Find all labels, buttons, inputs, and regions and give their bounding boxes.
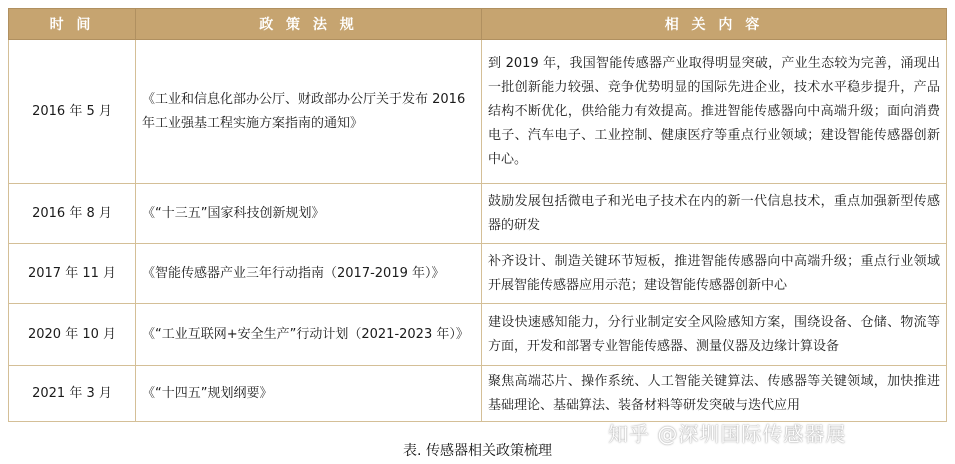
- policy-table: [8, 8, 947, 422]
- row-policy: 《智能传感器产业三年行动指南（2017-2019 年）》: [136, 244, 482, 304]
- row-content: 补齐设计、制造关键环节短板，推进智能传感器向中高端升级；重点行业领域开展智能传感器应用示范；建设智能传感器创新中心: [482, 244, 947, 304]
- row-time: 2017 年 11 月: [9, 244, 136, 304]
- header-content: 相 关 内 容: [482, 9, 947, 40]
- row-policy: 《“十四五”规划纲要》: [136, 366, 482, 422]
- row-time: 2016 年 8 月: [9, 184, 136, 244]
- table-row: [9, 40, 947, 184]
- row-time: 2020 年 10 月: [9, 304, 136, 366]
- row-policy: 《工业和信息化部办公厅、财政部办公厅关于发布 2016 年工业强基工程实施方案指南的通知》: [136, 40, 482, 184]
- row-time: 2016 年 5 月: [9, 40, 136, 184]
- row-content: 鼓励发展包括微电子和光电子技术在内的新一代信息技术，重点加强新型传感器的研发: [482, 184, 947, 244]
- table-row: [9, 184, 947, 244]
- row-content: 聚焦高端芯片、操作系统、人工智能关键算法、传感器等关键领域，加快推进基础理论、基础算法、装备材料等研发突破与迭代应用: [482, 366, 947, 422]
- row-time: 2021 年 3 月: [9, 366, 136, 422]
- header-policy: 政 策 法 规: [136, 9, 482, 40]
- row-content: 建设快速感知能力，分行业制定安全风险感知方案，围绕设备、仓储、物流等方面，开发和部署专业智能传感器、测量仪器及边缘计算设备: [482, 304, 947, 366]
- header-time: 时 间: [9, 9, 136, 40]
- row-policy: 《“十三五”国家科技创新规划》: [136, 184, 482, 244]
- table-row: [9, 304, 947, 366]
- row-content: 到 2019 年，我国智能传感器产业取得明显突破，产业生态较为完善，涌现出一批创新能力较强、竞争优势明显的国际先进企业，技术水平稳步提升，产品结构不断优化，供给能力有效提高。推进智能传感器向中高端升级；面向消费电子、汽车电子、工业控制、健康医疗等重点行业领域；建设智能传感器创新中心。: [482, 40, 947, 184]
- table-caption: 表. 传感器相关政策梳理: [403, 443, 552, 459]
- watermark: 知乎 @深圳国际传感器展: [608, 422, 847, 446]
- row-policy: 《“工业互联网+安全生产”行动计划（2021-2023 年）》: [136, 304, 482, 366]
- table-row: [9, 366, 947, 422]
- table-header-row: [9, 9, 947, 40]
- table-row: [9, 244, 947, 304]
